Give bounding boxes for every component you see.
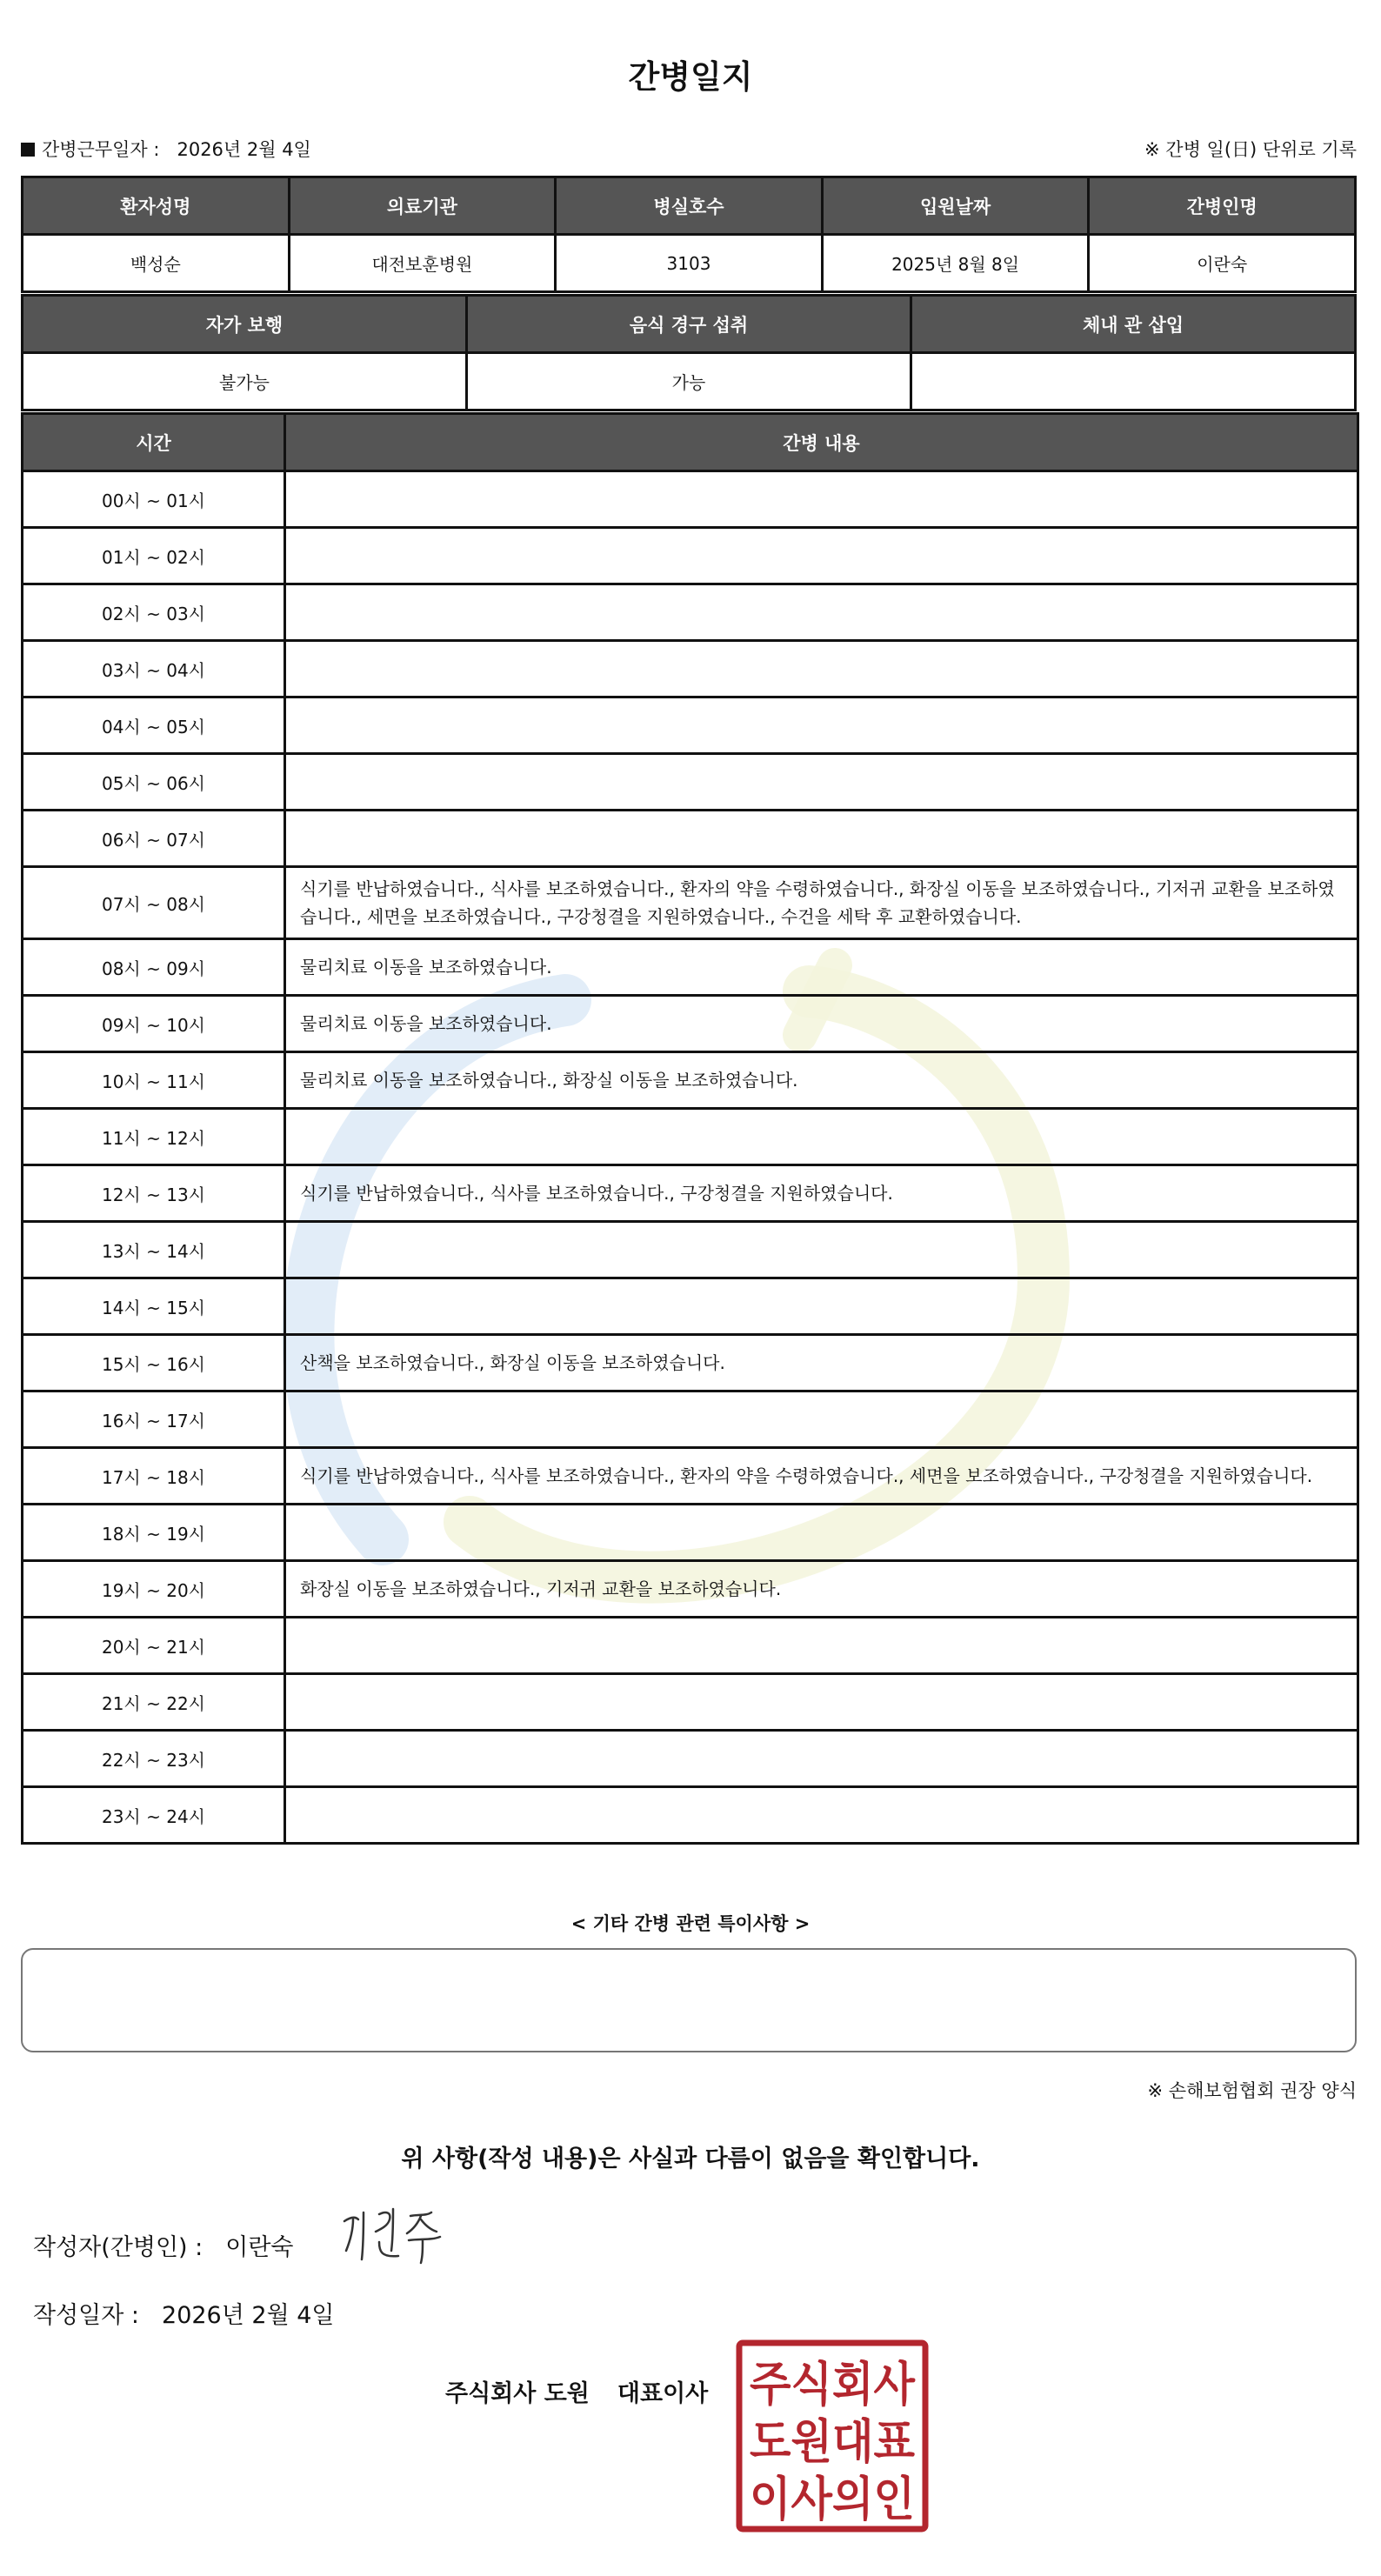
table-row xyxy=(23,471,1358,528)
seal-line-1: 주식회사 xyxy=(750,2357,916,2412)
table-row xyxy=(23,996,1358,1052)
self-walking-value: 불가능 xyxy=(23,353,467,410)
log-content-cell: 물리치료 이동을 보조하였습니다. xyxy=(285,939,1358,996)
care-log-table xyxy=(21,412,1359,1845)
writer-name: 이란숙 xyxy=(225,2234,294,2261)
log-content-cell xyxy=(285,1618,1358,1674)
room-number: 3103 xyxy=(556,235,823,292)
log-time-cell: 05시 ~ 06시 xyxy=(23,754,285,811)
header-hospital: 의료기관 xyxy=(289,177,556,235)
company-name: 주식회사 도원 xyxy=(445,2380,590,2407)
patient-status-table xyxy=(21,294,1357,411)
seal-line-3: 이사의인 xyxy=(750,2472,915,2526)
header-time: 시간 xyxy=(23,414,285,471)
table-row xyxy=(23,1165,1358,1222)
log-time-cell: 15시 ~ 16시 xyxy=(23,1335,285,1391)
table-row xyxy=(23,1674,1358,1731)
writer-row xyxy=(33,2228,294,2262)
log-time-cell: 17시 ~ 18시 xyxy=(23,1448,285,1505)
handwritten-signature-icon xyxy=(337,2202,450,2272)
written-date-row xyxy=(33,2296,335,2330)
header-room: 병실호수 xyxy=(556,177,823,235)
header-admission-date: 입원날짜 xyxy=(822,177,1089,235)
log-content-cell xyxy=(285,1787,1358,1844)
recommendation-note: ※ 손해보험협회 권장 양식 xyxy=(1147,2080,1357,2101)
representative-title: 대표이사 xyxy=(617,2380,709,2407)
log-content-cell: 식기를 반납하였습니다., 식사를 보조하였습니다., 구강청결을 지원하였습니다. xyxy=(285,1165,1358,1222)
log-content-cell: 화장실 이동을 보조하였습니다., 기저귀 교환을 보조하였습니다. xyxy=(285,1561,1358,1618)
work-date-value: 2026년 2월 4일 xyxy=(177,139,311,160)
written-date-value: 2026년 2월 4일 xyxy=(162,2302,335,2329)
table-row xyxy=(23,1278,1358,1335)
table-row xyxy=(23,1222,1358,1278)
log-time-cell: 07시 ~ 08시 xyxy=(23,867,285,939)
table-row xyxy=(23,1618,1358,1674)
notes-title: < 기타 간병 관련 특이사항 > xyxy=(570,1913,811,1934)
log-content-cell: 식기를 반납하였습니다., 식사를 보조하였습니다., 환자의 약을 수령하였습니다., 세면을 보조하였습니다., 구강청결을 지원하였습니다. xyxy=(285,1448,1358,1505)
log-content-cell xyxy=(285,811,1358,867)
log-time-cell: 19시 ~ 20시 xyxy=(23,1561,285,1618)
header-oral-intake: 음식 경구 섭취 xyxy=(467,296,911,353)
tube-insertion-value xyxy=(911,353,1356,410)
log-content-cell: 산책을 보조하였습니다., 화장실 이동을 보조하였습니다. xyxy=(285,1335,1358,1391)
log-content-cell: 물리치료 이동을 보조하였습니다., 화장실 이동을 보조하였습니다. xyxy=(285,1052,1358,1109)
table-row xyxy=(23,1391,1358,1448)
log-time-cell: 20시 ~ 21시 xyxy=(23,1618,285,1674)
oral-intake-value: 가능 xyxy=(467,353,911,410)
log-time-cell: 01시 ~ 02시 xyxy=(23,528,285,584)
log-time-cell: 00시 ~ 01시 xyxy=(23,471,285,528)
log-content-cell xyxy=(285,641,1358,697)
log-time-cell: 12시 ~ 13시 xyxy=(23,1165,285,1222)
table-row xyxy=(23,1561,1358,1618)
log-time-cell: 16시 ~ 17시 xyxy=(23,1391,285,1448)
log-content-cell xyxy=(285,697,1358,754)
patient-name: 백성순 xyxy=(23,235,290,292)
square-bullet-icon xyxy=(21,143,35,157)
log-content-cell xyxy=(285,584,1358,641)
caregiver-name: 이란숙 xyxy=(1089,235,1356,292)
daily-record-note: ※ 간병 일(日) 단위로 기록 xyxy=(1144,139,1357,160)
page-title: 간병일지 xyxy=(628,58,753,96)
header-self-walking: 자가 보행 xyxy=(23,296,467,353)
log-content-cell xyxy=(285,1674,1358,1731)
header-caregiver: 간병인명 xyxy=(1089,177,1356,235)
table-row xyxy=(23,867,1358,939)
table-row xyxy=(23,1731,1358,1787)
log-content-cell xyxy=(285,1391,1358,1448)
log-content-cell xyxy=(285,754,1358,811)
table-row xyxy=(23,1335,1358,1391)
confirmation-statement: 위 사항(작성 내용)은 사실과 다름이 없음을 확인합니다. xyxy=(401,2146,980,2172)
special-notes-box xyxy=(21,1948,1357,2052)
log-time-cell: 22시 ~ 23시 xyxy=(23,1731,285,1787)
log-content-cell xyxy=(285,1109,1358,1165)
log-content-cell xyxy=(285,1505,1358,1561)
log-time-cell: 04시 ~ 05시 xyxy=(23,697,285,754)
log-content-cell: 물리치료 이동을 보조하였습니다. xyxy=(285,996,1358,1052)
table-row xyxy=(23,1505,1358,1561)
patient-info-table xyxy=(21,176,1357,293)
company-seal-icon xyxy=(736,2339,929,2533)
log-time-cell: 21시 ~ 22시 xyxy=(23,1674,285,1731)
work-date-row xyxy=(21,136,311,162)
care-log-body xyxy=(23,471,1358,1844)
table-row xyxy=(23,1052,1358,1109)
log-time-cell: 09시 ~ 10시 xyxy=(23,996,285,1052)
table-row xyxy=(23,528,1358,584)
hospital-name: 대전보훈병원 xyxy=(289,235,556,292)
writer-label: 작성자(간병인) : xyxy=(33,2234,203,2261)
log-content-cell xyxy=(285,471,1358,528)
log-content-cell xyxy=(285,528,1358,584)
log-time-cell: 02시 ~ 03시 xyxy=(23,584,285,641)
company-row xyxy=(445,2374,708,2408)
table-row xyxy=(23,641,1358,697)
seal-line-2: 도원대표 xyxy=(750,2414,915,2469)
log-time-cell: 13시 ~ 14시 xyxy=(23,1222,285,1278)
log-time-cell: 08시 ~ 09시 xyxy=(23,939,285,996)
written-date-label: 작성일자 : xyxy=(33,2302,140,2329)
table-row xyxy=(23,1109,1358,1165)
header-tube-insertion: 체내 관 삽입 xyxy=(911,296,1356,353)
table-row xyxy=(23,754,1358,811)
table-row xyxy=(23,584,1358,641)
admission-date: 2025년 8월 8일 xyxy=(822,235,1089,292)
log-content-cell: 식기를 반납하였습니다., 식사를 보조하였습니다., 환자의 약을 수령하였습니다., 화장실 이동을 보조하였습니다., 기저귀 교환을 보조하였습니다., 세면을 보조하였습니다., 구강청결을 지원하였습니다., 수건을 세탁 후 교환하였습니다. xyxy=(285,867,1358,939)
table-row xyxy=(23,939,1358,996)
log-time-cell: 23시 ~ 24시 xyxy=(23,1787,285,1844)
table-row xyxy=(23,811,1358,867)
work-date-label: 간병근무일자 : xyxy=(42,139,160,160)
log-time-cell: 10시 ~ 11시 xyxy=(23,1052,285,1109)
log-time-cell: 03시 ~ 04시 xyxy=(23,641,285,697)
log-time-cell: 06시 ~ 07시 xyxy=(23,811,285,867)
log-time-cell: 18시 ~ 19시 xyxy=(23,1505,285,1561)
table-row xyxy=(23,1787,1358,1844)
table-row xyxy=(23,697,1358,754)
log-time-cell: 14시 ~ 15시 xyxy=(23,1278,285,1335)
log-time-cell: 11시 ~ 12시 xyxy=(23,1109,285,1165)
log-content-cell xyxy=(285,1731,1358,1787)
header-care-content: 간병 내용 xyxy=(285,414,1358,471)
log-content-cell xyxy=(285,1222,1358,1278)
log-content-cell xyxy=(285,1278,1358,1335)
table-row xyxy=(23,1448,1358,1505)
header-patient-name: 환자성명 xyxy=(23,177,290,235)
